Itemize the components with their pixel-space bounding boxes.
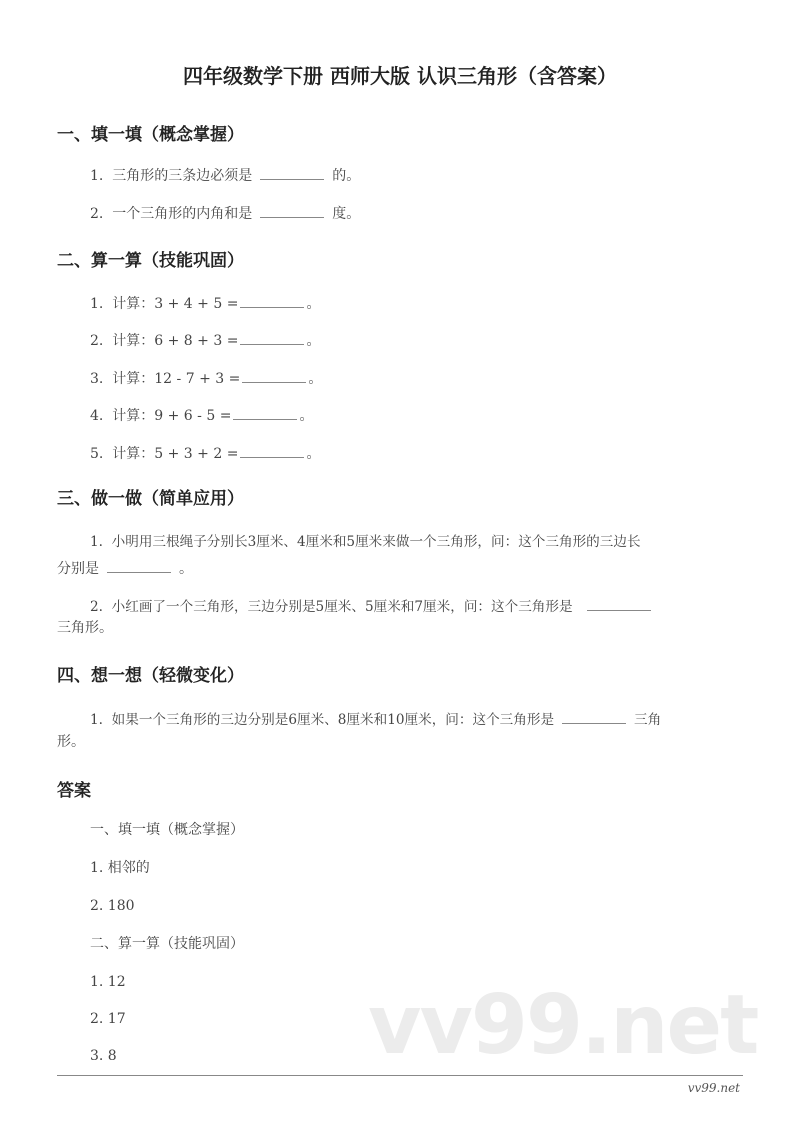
question-2-5: 5. 计算：5 + 3 + 2 = 。 <box>90 446 321 462</box>
answer-blank <box>260 205 324 218</box>
section-heading-1: 一、填一填（概念掌握） <box>57 125 244 145</box>
answers-heading: 答案 <box>57 781 91 801</box>
question-1-1: 1. 三角形的三条边必须是 的。 <box>90 168 361 184</box>
question-4-1-line2: 形。 <box>57 734 85 750</box>
answer-blank <box>240 332 304 345</box>
answer-blank <box>587 598 651 611</box>
answer-blank <box>107 560 171 573</box>
footer-divider <box>57 1075 743 1076</box>
answer-blank <box>562 711 626 724</box>
answer-blank <box>240 295 304 308</box>
answer-blank <box>233 407 297 420</box>
answer-line: 二、算一算（技能巩固） <box>90 936 244 952</box>
question-4-1-line1: 1. 如果一个三角形的三边分别是6厘米、8厘米和10厘米，问：这个三角形是 三角 <box>90 712 662 728</box>
answer-blank <box>260 167 324 180</box>
question-1-2: 2. 一个三角形的内角和是 度。 <box>90 206 361 222</box>
section-heading-2: 二、算一算（技能巩固） <box>57 251 244 271</box>
question-3-1-line2: 分别是 。 <box>57 561 193 577</box>
answer-line: 3. 8 <box>90 1048 117 1064</box>
answer-line: 2. 17 <box>90 1011 126 1027</box>
answer-blank <box>240 445 304 458</box>
answer-line: 一、填一填（概念掌握） <box>90 822 244 838</box>
question-3-2-line1: 2. 小红画了一个三角形，三边分别是5厘米、5厘米和7厘米，问：这个三角形是 <box>90 598 659 615</box>
question-2-2: 2. 计算：6 + 8 + 3 = 。 <box>90 333 321 349</box>
question-2-4: 4. 计算：9 + 6 - 5 = 。 <box>90 408 314 424</box>
section-heading-3: 三、做一做（简单应用） <box>57 489 244 509</box>
watermark: vv99.net <box>368 978 758 1073</box>
question-2-3: 3. 计算：12 - 7 + 3 = 。 <box>90 371 323 387</box>
answer-line: 1. 相邻的 <box>90 860 150 876</box>
answer-line: 2. 180 <box>90 898 135 914</box>
question-3-2-line2: 三角形。 <box>57 620 113 636</box>
section-heading-4: 四、想一想（轻微变化） <box>57 666 244 686</box>
answer-line: 1. 12 <box>90 974 126 990</box>
question-3-1-line1: 1. 小明用三根绳子分别长3厘米、4厘米和5厘米来做一个三角形，问：这个三角形的三边长 <box>90 534 641 550</box>
answer-blank <box>242 370 306 383</box>
page-title: 四年级数学下册 西师大版 认识三角形（含答案） <box>183 64 617 88</box>
question-2-1: 1. 计算：3 + 4 + 5 = 。 <box>90 296 321 312</box>
footer-site: vv99.net <box>687 1081 740 1095</box>
